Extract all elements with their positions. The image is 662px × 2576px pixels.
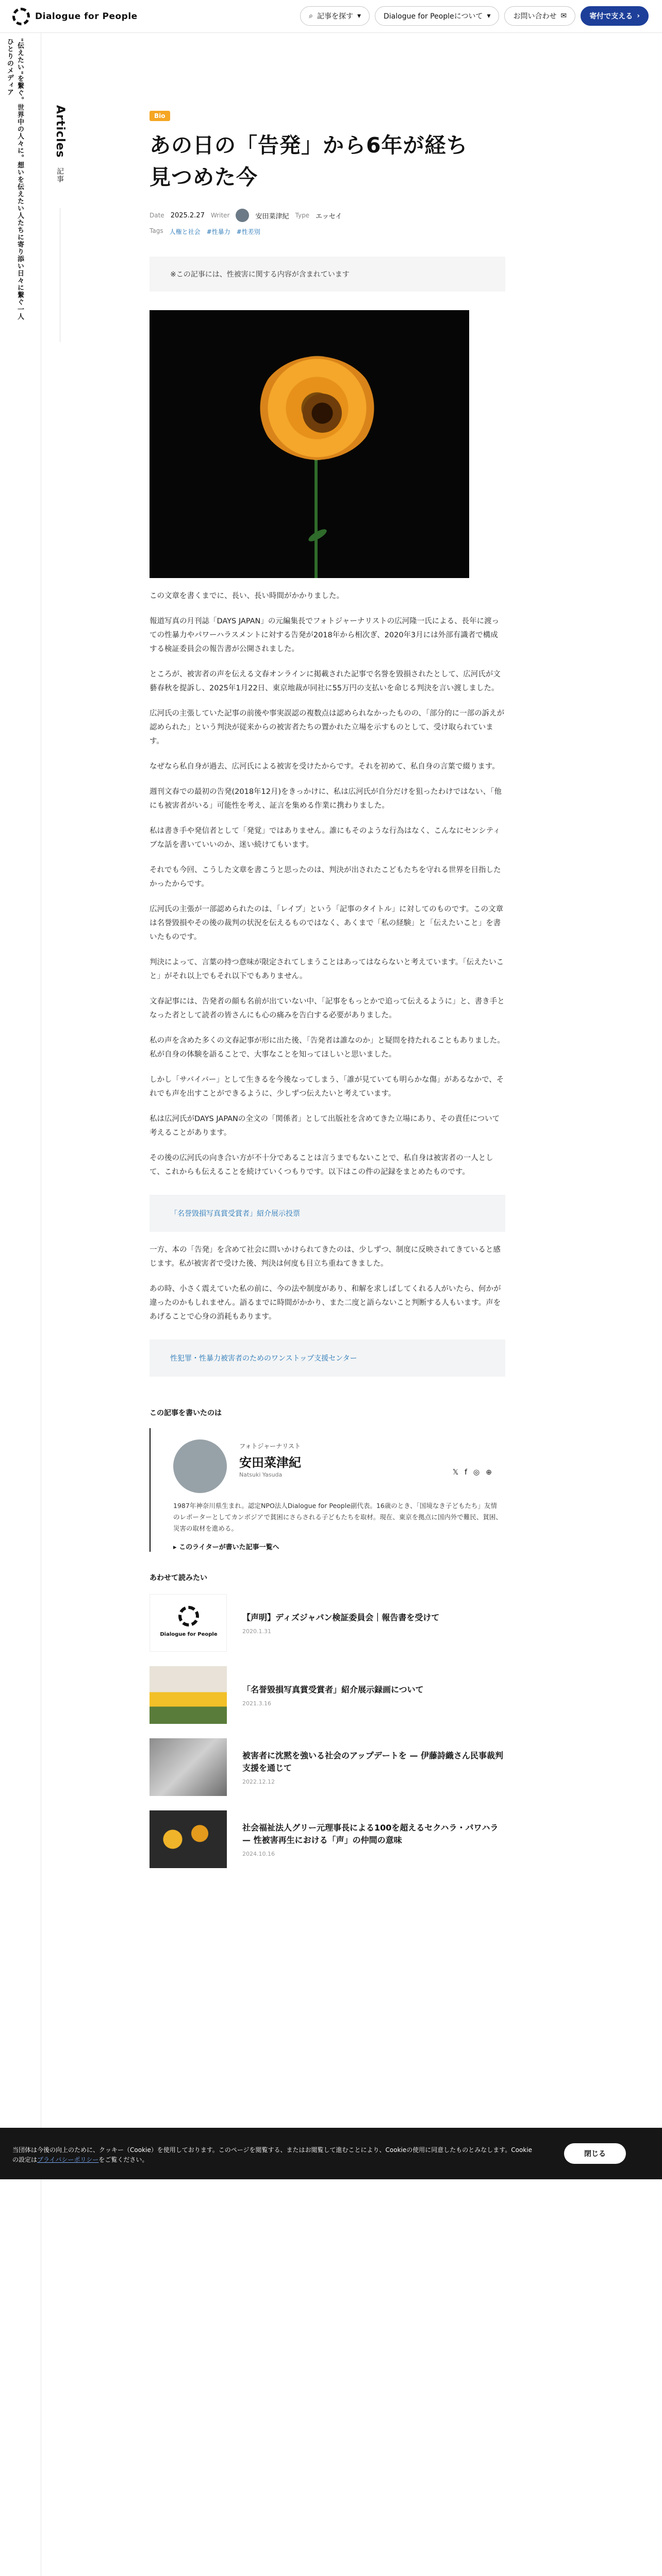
writer-name[interactable]: 安田菜津紀 bbox=[255, 212, 289, 221]
rail-tagline: "伝えたい"を繋ぐ。世界中の人々に。想いを伝えたい人たちに寄り添い日々に繋ぐ一人ひとりのメディア bbox=[6, 38, 24, 320]
author-articles-label: このライターが書いた記事一覧へ bbox=[179, 1544, 279, 1551]
contact-label: お問い合わせ bbox=[513, 12, 557, 21]
related-text bbox=[242, 1612, 439, 1635]
author-role: フォトジャーナリスト bbox=[239, 1443, 301, 1450]
flower-leaf bbox=[307, 527, 328, 544]
date-label: Date bbox=[150, 212, 164, 219]
cookie-close-button[interactable]: 閉じる bbox=[564, 2143, 626, 2164]
article-paragraph: 週刊文春での最初の告発(2018年12月)をきっかけに、私は広河氏が自分だけを狙ったわけではない、「他にも被害者がいる」可能性を考え、証言を集める作業に携わりました。 bbox=[150, 788, 502, 810]
author-info bbox=[239, 1442, 492, 1478]
flower-center bbox=[303, 394, 342, 433]
content-warning: ※この記事には、性被害に関する内容が含まれています bbox=[150, 257, 505, 292]
related-item[interactable] bbox=[150, 1735, 505, 1799]
article-paragraph: 文春記事には、告発者の顔も名前が出ていない中、「記事をもっとかで追って伝えるように」と、書き手となった者として読者の皆さんにも心の痛みを告白する必要がありました。 bbox=[150, 997, 505, 1020]
author-name: 安田菜津紀 bbox=[239, 1455, 301, 1470]
article-paragraph: 広河氏の主張していた記事の前後や事実誤認の複数点は認められなかったものの、「部分的に一部の訴えが認められた」という判決が従来からの被害者たちの置かれた立場を示すものとして、受け取られています。 bbox=[150, 709, 505, 745]
tags-label: Tags bbox=[150, 227, 163, 234]
article-paragraph: 私は広河氏がDAYS JAPANの全文の「関係者」として出版社を含めてきた立場にあり、その責任について考えることがあります。 bbox=[150, 1115, 500, 1137]
section-heading bbox=[54, 105, 67, 183]
author-roma: Natsuki Yasuda bbox=[239, 1471, 283, 1478]
writer-label: Writer bbox=[210, 212, 230, 219]
article-tags bbox=[150, 227, 505, 236]
article-paragraph: 広河氏の主張が一部認められたのは、「レイプ」という「記事のタイトル」に対してのものです。この文章は名誉毀損やその後の裁判の状況を伝えるものではなく、あくまで「私の経験」と「伝えたいこと」を書いたものです。 bbox=[150, 905, 504, 941]
author-box bbox=[150, 1428, 505, 1552]
thumb-logo-text: Dialogue for People bbox=[160, 1632, 218, 1637]
article-type[interactable]: エッセイ bbox=[316, 212, 342, 221]
type-label: Type bbox=[295, 212, 310, 219]
article-date: 2025.2.27 bbox=[170, 211, 205, 219]
chevron-down-icon: ▾ bbox=[357, 12, 361, 20]
author-x-icon[interactable]: 𝕏 bbox=[452, 1468, 459, 1477]
contact-button[interactable] bbox=[504, 6, 575, 26]
article-paragraph: それでも今回、こうした文章を書こうと思ったのは、判決が出されたこどもたちを守れる世界を目指したかったからです。 bbox=[150, 866, 501, 888]
related-text bbox=[242, 1750, 505, 1785]
article-title: あの日の「告発」から6年が経ち見つめた今 bbox=[150, 133, 468, 190]
related-thumbnail bbox=[150, 1738, 227, 1796]
search-icon: ⌕ bbox=[309, 12, 313, 20]
main-content bbox=[41, 33, 662, 2576]
author-section-label: この記事を書いたのは bbox=[150, 1409, 222, 1417]
related-date: 2020.1.31 bbox=[242, 1628, 271, 1635]
chevron-down-icon: ▾ bbox=[487, 12, 491, 20]
article-paragraph: 判決によって、言葉の持つ意味が限定されてしまうことはあってはならないと考えています。「伝えたいこと」がそれ以上でもそれ以下でもありません。 bbox=[150, 958, 504, 980]
related-item[interactable] bbox=[150, 1807, 505, 1871]
section-heading-text: Articles bbox=[54, 105, 67, 158]
article-paragraph: 私の声を含めた多くの文春記事が形に出た後、「告発者は誰なのか」と疑問を持たれることもありました。私が自身の体験を語ることで、大事なことを知ってほしいと思いました。 bbox=[150, 1037, 505, 1059]
author-facebook-icon[interactable]: f bbox=[465, 1468, 468, 1477]
related-thumbnail bbox=[150, 1594, 227, 1652]
about-button[interactable] bbox=[375, 6, 500, 26]
about-label: Dialogue for Peopleについて bbox=[383, 12, 483, 21]
search-articles-label: 記事を探す bbox=[317, 12, 353, 21]
cookie-text-main: 当団体は今後の向上のために、クッキー（Cookie）を使用しております。このページを閲覧する、またはお閲覧して進むことにより、Cookieの使用に同意したものとみなします。Cookieの設定は bbox=[12, 2146, 533, 2163]
author-photo bbox=[173, 1439, 227, 1493]
left-rail bbox=[0, 33, 41, 2576]
logo-text: Dialogue for People bbox=[35, 11, 138, 22]
related-link-2[interactable]: 性犯罪・性暴力被害者のためのワンストップ支援センター bbox=[170, 1354, 357, 1363]
related-list bbox=[150, 1591, 505, 1871]
section-heading-sub: 記事 bbox=[56, 167, 64, 183]
cookie-text-tail: をご覧ください。 bbox=[98, 2156, 148, 2163]
related-thumbnail bbox=[150, 1810, 227, 1868]
author-social bbox=[453, 1468, 492, 1477]
cookie-text bbox=[12, 2145, 538, 2165]
article-paragraph: あの時、小さく震えていた私の前に、今の法や制度があり、和解を求しばしてくれる人がいたら、何かが違ったのかもしれません。語るまでに時間がかかり、また二度と語らないこと判断する人もいます。声をあげることで心身の消耗もあります。 bbox=[150, 1285, 501, 1321]
related-title[interactable]: 「名誉毀損写真賞受賞者」紹介展示録画について bbox=[242, 1684, 424, 1694]
header-nav bbox=[300, 6, 649, 26]
author-bio: 1987年神奈川県生まれ。認定NPO法人Dialogue for People副代表。16歳のとき、「国境なき子どもたち」友情のレポーターとしてカンボジアで貧困にさらされる子どもたちを取材。現在、東京を拠点に国内外で難民、貧困、災害の取材を進める。 bbox=[173, 1502, 502, 1532]
article bbox=[150, 110, 505, 1871]
article-body-closing bbox=[150, 1243, 505, 1324]
article-meta bbox=[150, 209, 505, 222]
article-paragraph: この文章を書くまでに、長い、長い時間がかかりました。 bbox=[150, 592, 344, 600]
donate-label: 寄付で支える bbox=[589, 12, 633, 21]
related-date: 2022.12.12 bbox=[242, 1778, 275, 1785]
related-title[interactable]: 【声明】ディズジャパン検証委員会｜報告書を受けて bbox=[242, 1612, 440, 1622]
related-date: 2024.10.16 bbox=[242, 1850, 275, 1857]
article-paragraph: 報道写真の月刊誌「DAYS JAPAN」の元編集長でフォトジャーナリストの広河隆一氏による、長年に渡っての性暴力やパワーハラスメントに対する告発が2018年から相次ぎ、2020年3月には外部有識者で構成する検証委員会の報告書が公開されました。 bbox=[150, 617, 500, 653]
cookie-banner bbox=[0, 2128, 662, 2179]
flower-stem bbox=[315, 454, 318, 578]
hero-image bbox=[150, 310, 469, 578]
article-body bbox=[150, 589, 505, 1179]
article-paragraph: その後の広河氏の向き合い方が不十分であることは言うまでもないことで、私自身は被害者の一人として、これからも伝えることを続けていくつもりです。以下はこの件の記録をまとめたものです。 bbox=[150, 1154, 493, 1176]
site-header bbox=[0, 0, 662, 33]
related-text bbox=[242, 1684, 424, 1707]
author-website-icon[interactable]: ⊕ bbox=[486, 1468, 492, 1477]
section-side-label bbox=[54, 105, 105, 342]
author-articles-link[interactable] bbox=[173, 1541, 279, 1551]
writer-avatar bbox=[236, 209, 249, 222]
donate-button[interactable] bbox=[581, 6, 649, 26]
author-instagram-icon[interactable]: ◎ bbox=[473, 1468, 480, 1477]
article-paragraph: 一方、本の「告発」を含めて社会に問いかけられてきたのは、少しずつ、制度に反映されてきていると感じます。私が被害者で受けた後、判決は何度も目立ち重ねてきました。 bbox=[150, 1246, 501, 1268]
site-logo[interactable] bbox=[12, 8, 138, 25]
article-paragraph: しかし「サバイバー」として生きるを今後なってしまう、「誰が見ていても明らかな傷」があるなかで、それでも声を出すことができるように、少しずつ伝えたいと考えています。 bbox=[150, 1076, 504, 1098]
search-articles-button[interactable] bbox=[300, 6, 370, 26]
related-section-label: あわせて読みたい bbox=[150, 1574, 207, 1582]
related-title[interactable]: 社会福祉法人グリー元理事長による100を超えるセクハラ・パワハラ — 性被害再生における「声」の仲間の意味 bbox=[242, 1822, 499, 1845]
related-link-1[interactable]: 「名誉毀損写真賞受賞者」紹介展示投票 bbox=[170, 1210, 300, 1218]
logo-mark-icon bbox=[178, 1606, 199, 1626]
article-paragraph: ところが、被害者の声を伝える文春オンラインに掲載された記事で名誉を毀損されたとして、広河氏が文藝春秋を提訴し、2025年1月22日、東京地裁が同社に55万円の支払いを命じる判決を言い渡しました。 bbox=[150, 670, 501, 692]
arrow-right-icon: ▸ bbox=[173, 1544, 179, 1551]
article-paragraph: 私は書き手や発信者として「発覚」ではありません。誰にもそのような行為はなく、こんなにセンシティブな話を書いていいのか、迷い続けてもいます。 bbox=[150, 827, 501, 849]
related-item[interactable] bbox=[150, 1663, 505, 1727]
related-text bbox=[242, 1822, 505, 1857]
related-link-box-1[interactable] bbox=[150, 1195, 505, 1232]
privacy-policy-link[interactable]: プライバシーポリシー bbox=[37, 2156, 99, 2163]
arrow-right-icon: › bbox=[637, 12, 640, 20]
category-badge[interactable]: Bio bbox=[150, 111, 170, 121]
related-thumbnail bbox=[150, 1666, 227, 1724]
mail-icon: ✉ bbox=[560, 12, 567, 20]
article-paragraph: なぜなら私自身が過去、広河氏による被害を受けたからです。それを初めて、私自身の言葉で綴ります。 bbox=[150, 762, 500, 771]
logo-mark-icon bbox=[12, 8, 30, 25]
related-articles bbox=[150, 1572, 505, 1871]
related-item[interactable] bbox=[150, 1591, 505, 1655]
tags-list[interactable]: 人権と社会 #性暴力 #性差別 bbox=[169, 228, 260, 235]
related-date: 2021.3.16 bbox=[242, 1700, 271, 1707]
related-link-box-2[interactable] bbox=[150, 1340, 505, 1377]
related-title[interactable]: 被害者に沈黙を強いる社会のアップデートを — 伊藤詩織さん民事裁判支援を通じて bbox=[242, 1750, 504, 1773]
